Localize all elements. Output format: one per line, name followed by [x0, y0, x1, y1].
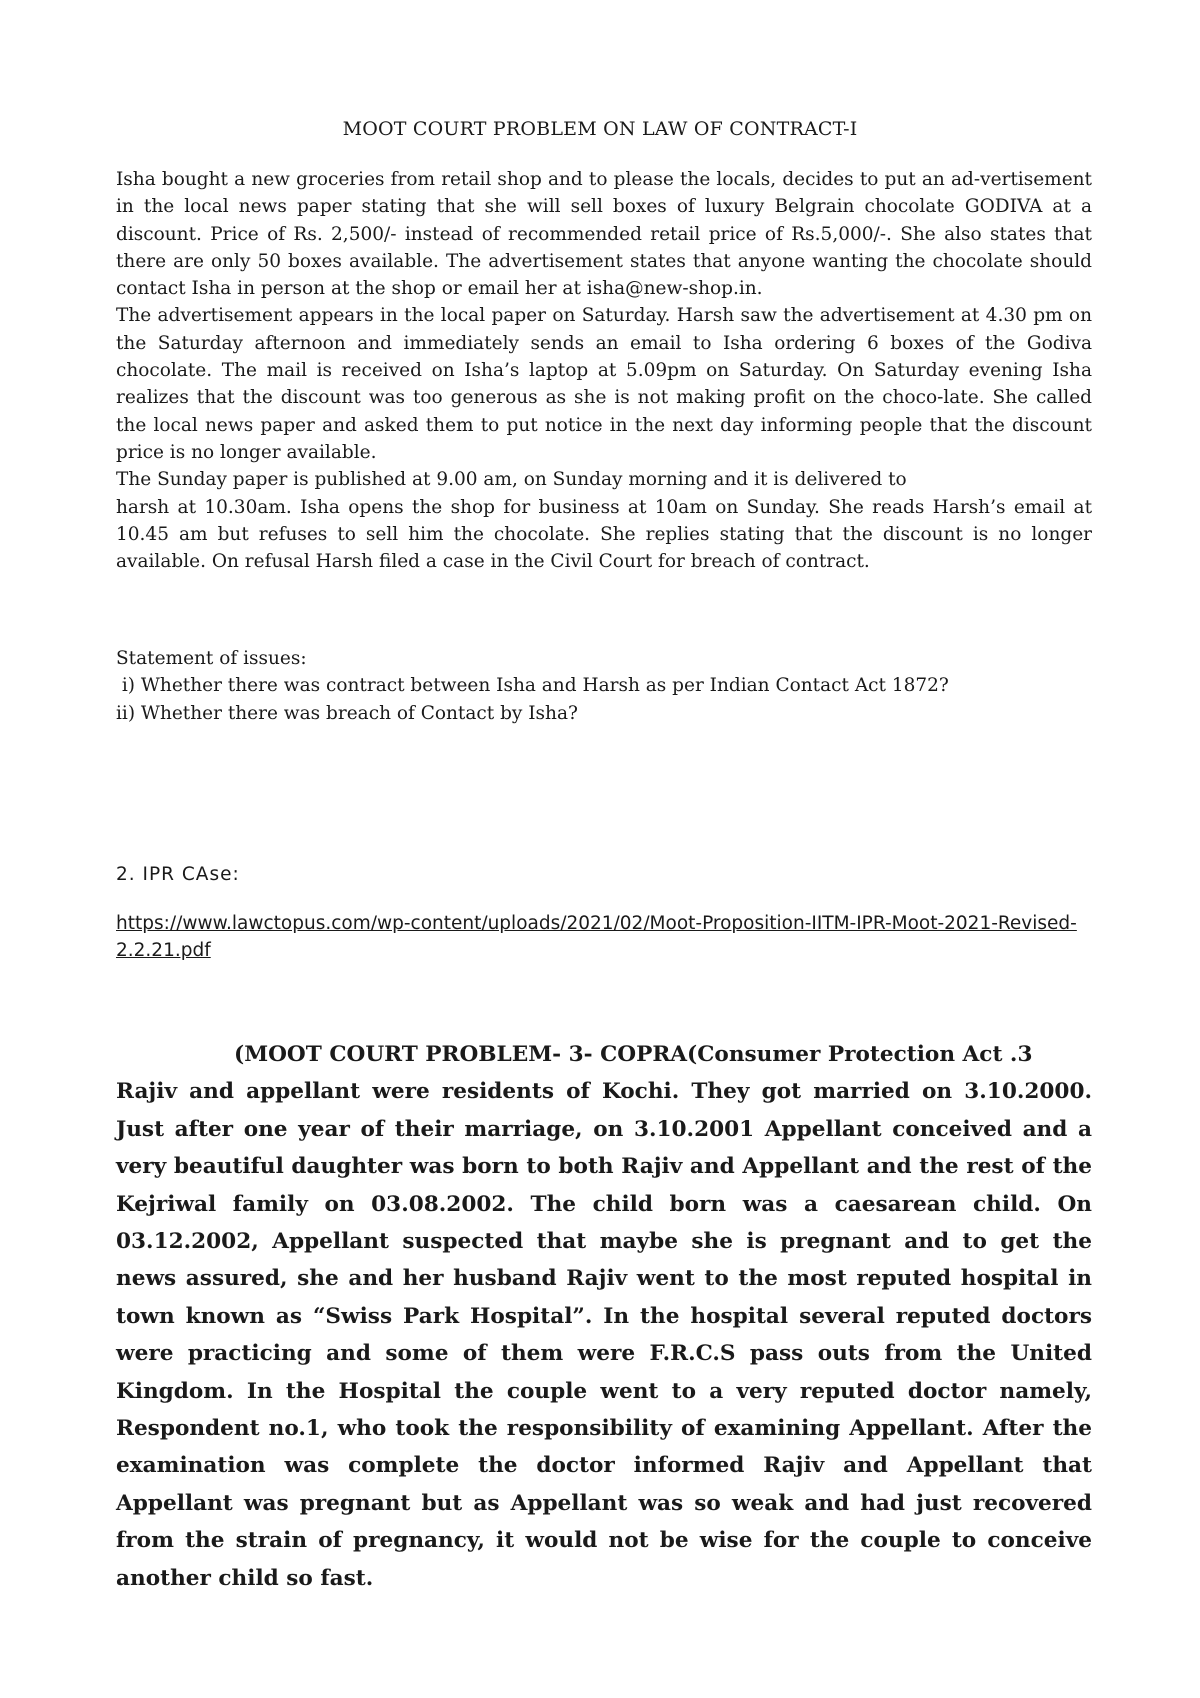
issue-item-1: i) Whether there was contract between Isha and Harsh as per Indian Contact Act 1872? [116, 675, 949, 697]
statement-of-issues [116, 645, 1092, 727]
issues-heading: Statement of issues: [116, 648, 307, 669]
document-title: MOOT COURT PROBLEM ON LAW OF CONTRACT-I [342, 118, 858, 140]
contract-problem-section [116, 166, 1092, 575]
copra-problem-body: Rajiv and appellant were residents of Kochi. They got married on 3.10.2000. Just after one year of their marriage, on 3.10.2001 Appellant conceived and a very beautiful daughter was born to both Rajiv and Appellant and the rest of the Kejriwal family on 03.08.2002. The child born was a caesarean child. On 03.12.2002, Appellant suspected that maybe she is pregnant and to get the news assured, she and her husband Rajiv went to the most reputed hospital in town known as “Swiss Park Hospital”. In the hospital several reputed doctors were practicing and some of them were F.R.C.S pass outs from the United Kingdom. In the Hospital the couple went to a very reputed doctor namely, Respondent no.1, who took the responsibility of examining Appellant. After the examination was complete the doctor informed Rajiv and Appellant that Appellant was pregnant but as Appellant was so weak and had just recovered from the strain of pregnancy, it would not be wise for the couple to conceive another child so fast. [116, 1079, 1092, 1591]
copra-problem-section [116, 1036, 1092, 1597]
contract-problem-paragraph-1: Isha bought a new groceries from retail shop and to please the locals, decides to put an ad-vertisement in the local news paper stating that she will sell boxes of luxury Belgrain chocolate GODIVA at a discount. Price of Rs. 2,500/- instead of recommended retail price of Rs.5,000/-. She also states that there are only 50 boxes available. The advertisement states that anyone wanting the chocolate should contact Isha in person at the shop or email her at isha@new-shop.in. [116, 169, 1092, 300]
ipr-case-link[interactable]: https://www.lawctopus.com/wp-content/uploads/2021/02/Moot-Proposition-IITM-IPR-Moot-2021-Revised-2.2.21.pdf [116, 913, 1077, 961]
contract-problem-paragraph-3-line-1: The Sunday paper is published at 9.00 am, on Sunday morning and it is delivered to [116, 469, 907, 491]
contract-problem-paragraph-3-rest: harsh at 10.30am. Isha opens the shop for business at 10am on Sunday. She reads Harsh’s email at 10.45 am but refuses to sell him the chocolate. She replies stating that the discount is no longer available. On refusal Harsh filed a case in the Civil Court for breach of contract. [116, 496, 1092, 573]
issue-item-2: ii) Whether there was breach of Contact by Isha? [116, 702, 578, 724]
copra-problem-heading: (MOOT COURT PROBLEM- 3- COPRA(Consumer Protection Act .3 [234, 1042, 1033, 1067]
ipr-case-heading: 2. IPR CAse: [116, 864, 240, 885]
contract-problem-paragraph-2: The advertisement appears in the local paper on Saturday. Harsh saw the advertisement at 4.30 pm on the Saturday afternoon and immediately sends an email to Isha ordering 6 boxes of the Godiva chocolate. The mail is received on Isha’s laptop at 5.09pm on Saturday. On Saturday evening Isha realizes that the discount was too generous as she is not making profit on the choco-late. She called the local news paper and asked them to put notice in the next day informing people that the discount price is no longer available. [116, 305, 1092, 463]
